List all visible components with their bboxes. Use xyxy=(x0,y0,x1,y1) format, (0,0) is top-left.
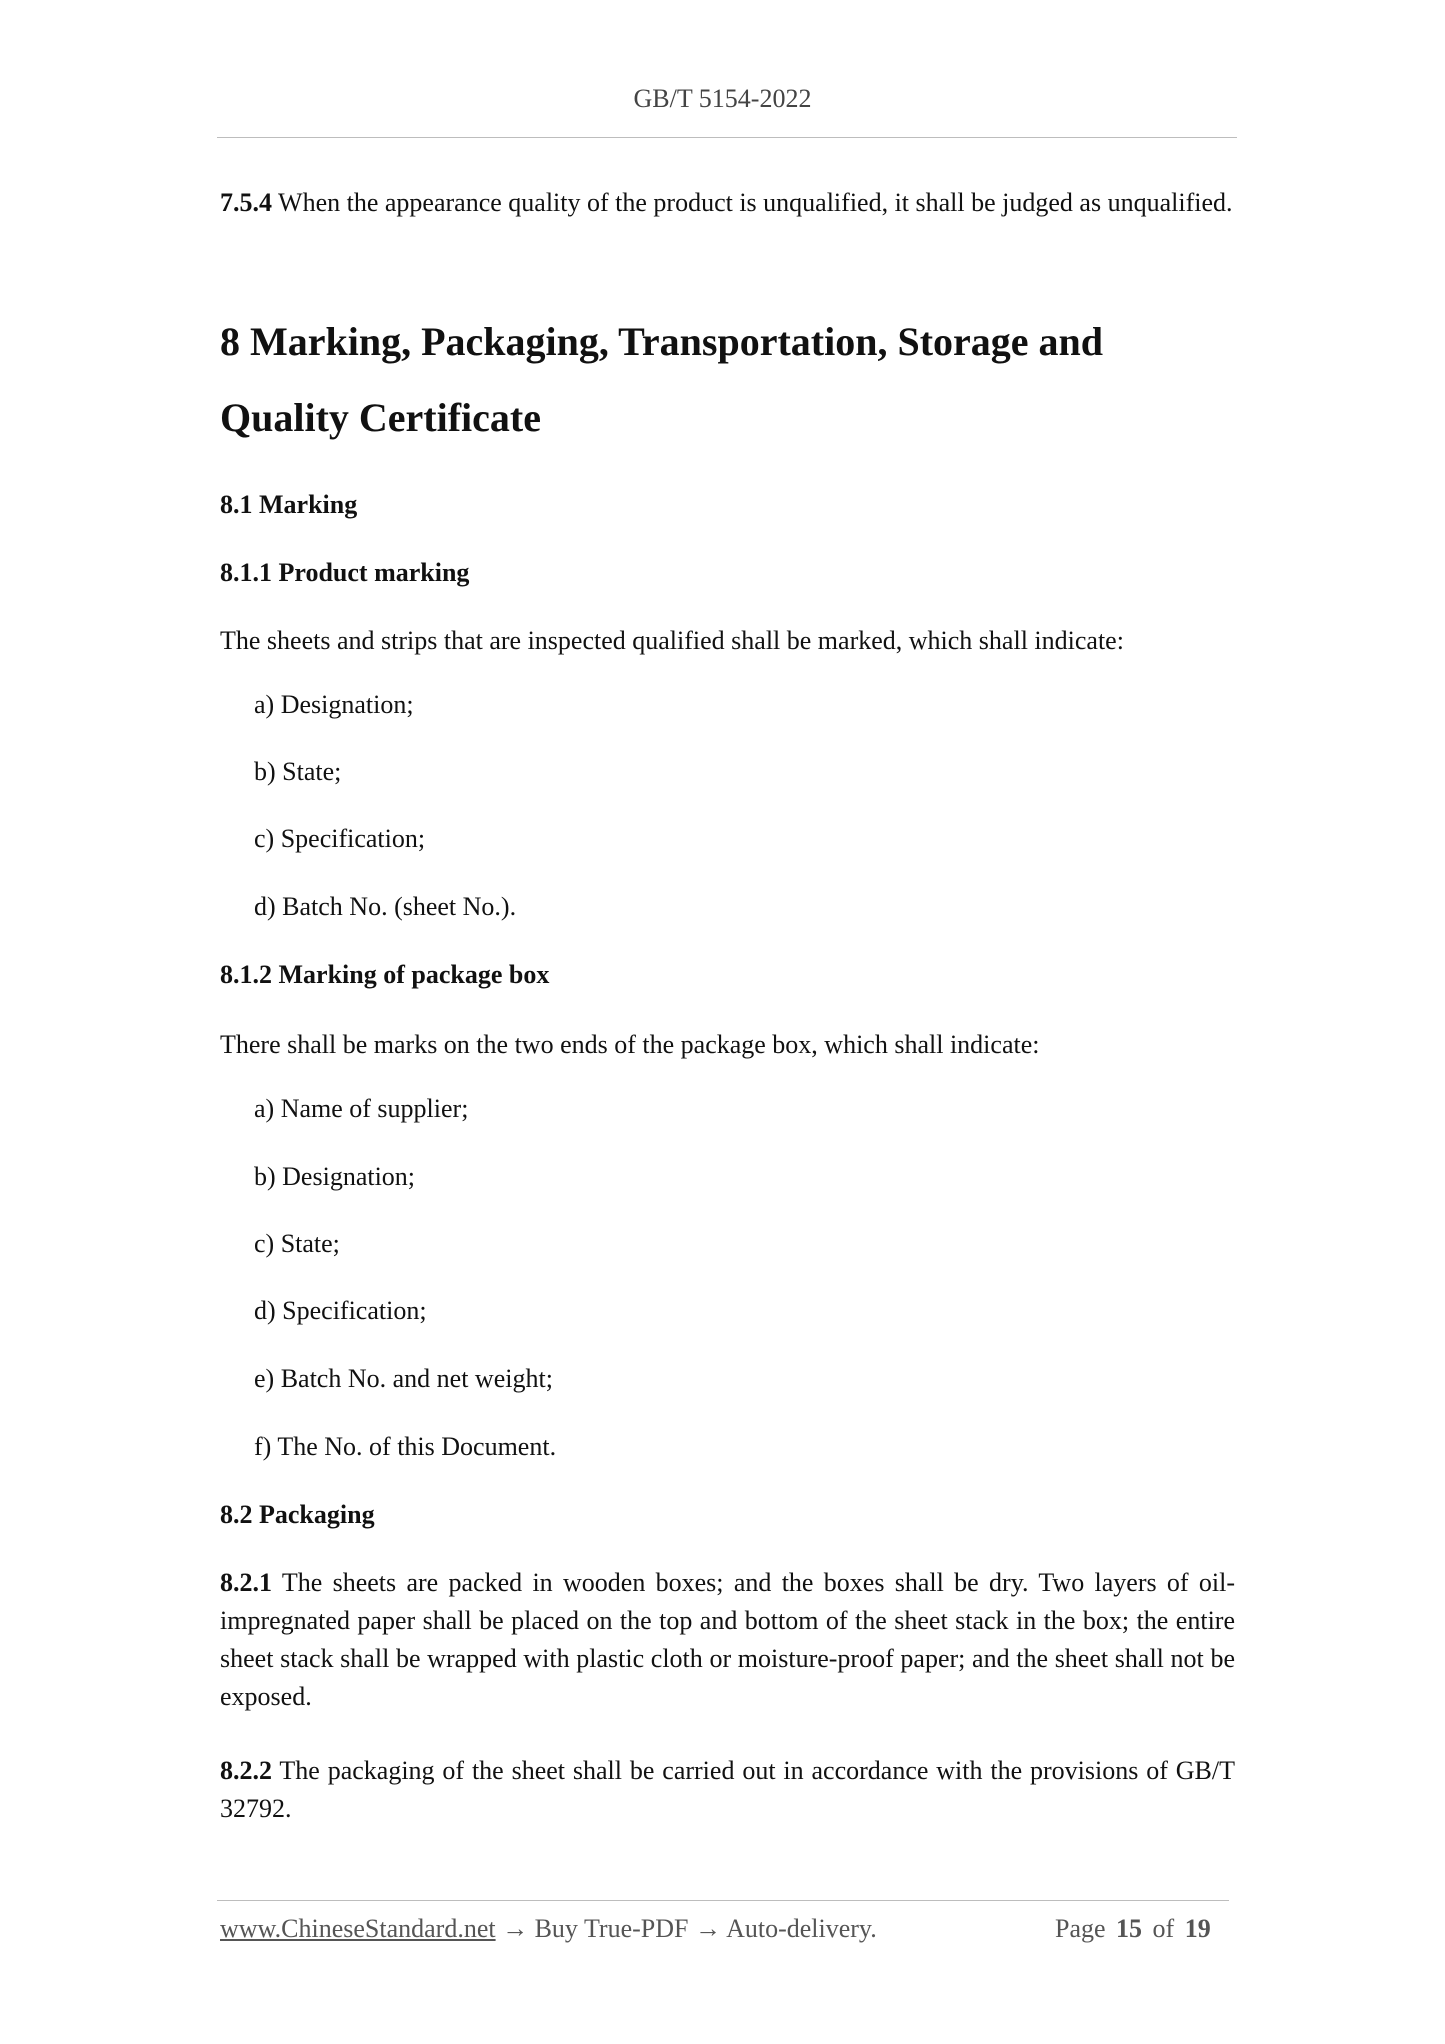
paragraph-8-1-1: The sheets and strips that are inspected qualified shall be marked, which shall indicate: xyxy=(220,626,1124,655)
website-link[interactable]: www.ChineseStandard.net xyxy=(220,1914,496,1943)
page-label: Page xyxy=(1055,1914,1106,1943)
header-divider xyxy=(217,137,1237,138)
clause-text: When the appearance quality of the product is unqualified, it shall be judged as unqualified. xyxy=(278,188,1233,217)
page-total: 19 xyxy=(1184,1914,1211,1943)
section-8-2-heading: 8.2 Packaging xyxy=(220,1500,375,1529)
arrow-right-icon: → xyxy=(502,1914,529,1943)
of-label: of xyxy=(1152,1914,1175,1943)
list-item: a) Name of supplier; xyxy=(254,1094,469,1123)
clause-text: The sheets are packed in wooden boxes; and the boxes shall be dry. Two layers of oil-impregnated paper shall be placed on the top and bottom of the sheet stack in the box; the entire sheet stack shall be wrapped with plastic cloth or moisture-proof paper; and the sheet shall not be exposed. xyxy=(220,1568,1235,1711)
auto-delivery-text: Auto-delivery. xyxy=(726,1914,877,1943)
list-item: e) Batch No. and net weight; xyxy=(254,1364,553,1393)
document-id-header: GB/T 5154-2022 xyxy=(633,84,812,113)
list-item: c) State; xyxy=(254,1229,340,1258)
list-item: b) State; xyxy=(254,757,342,786)
section-8-1-1-heading: 8.1.1 Product marking xyxy=(220,558,470,587)
paragraph-8-2-1 xyxy=(220,1564,1235,1716)
clause-number: 8.2.2 xyxy=(220,1756,272,1785)
page-indicator xyxy=(1055,1914,1211,1944)
clause-text: The packaging of the sheet shall be carried out in accordance with the provisions of GB/T 32792. xyxy=(220,1756,1235,1823)
paragraph-8-2-2 xyxy=(220,1752,1235,1828)
footer-divider xyxy=(217,1900,1229,1901)
section-8-heading: 8 Marking, Packaging, Transportation, Storage and Quality Certificate xyxy=(220,319,1104,440)
paragraph-7-5-4 xyxy=(220,184,1235,222)
list-item: c) Specification; xyxy=(254,824,426,853)
arrow-right-icon: → xyxy=(695,1914,721,1943)
list-item: f) The No. of this Document. xyxy=(254,1432,557,1461)
section-8-1-heading: 8.1 Marking xyxy=(220,490,358,519)
section-8-1-2-heading: 8.1.2 Marking of package box xyxy=(220,960,550,989)
page-number: 15 xyxy=(1116,1914,1143,1943)
clause-number: 8.2.1 xyxy=(220,1568,272,1597)
list-item: a) Designation; xyxy=(254,690,414,719)
paragraph-8-1-2: There shall be marks on the two ends of the package box, which shall indicate: xyxy=(220,1030,1040,1059)
list-item: d) Specification; xyxy=(254,1296,427,1325)
buy-true-pdf-text: Buy True-PDF xyxy=(534,1914,689,1943)
clause-number: 7.5.4 xyxy=(220,188,272,217)
footer-promo xyxy=(220,1914,877,1944)
list-item: b) Designation; xyxy=(254,1162,416,1191)
list-item: d) Batch No. (sheet No.). xyxy=(254,892,517,921)
